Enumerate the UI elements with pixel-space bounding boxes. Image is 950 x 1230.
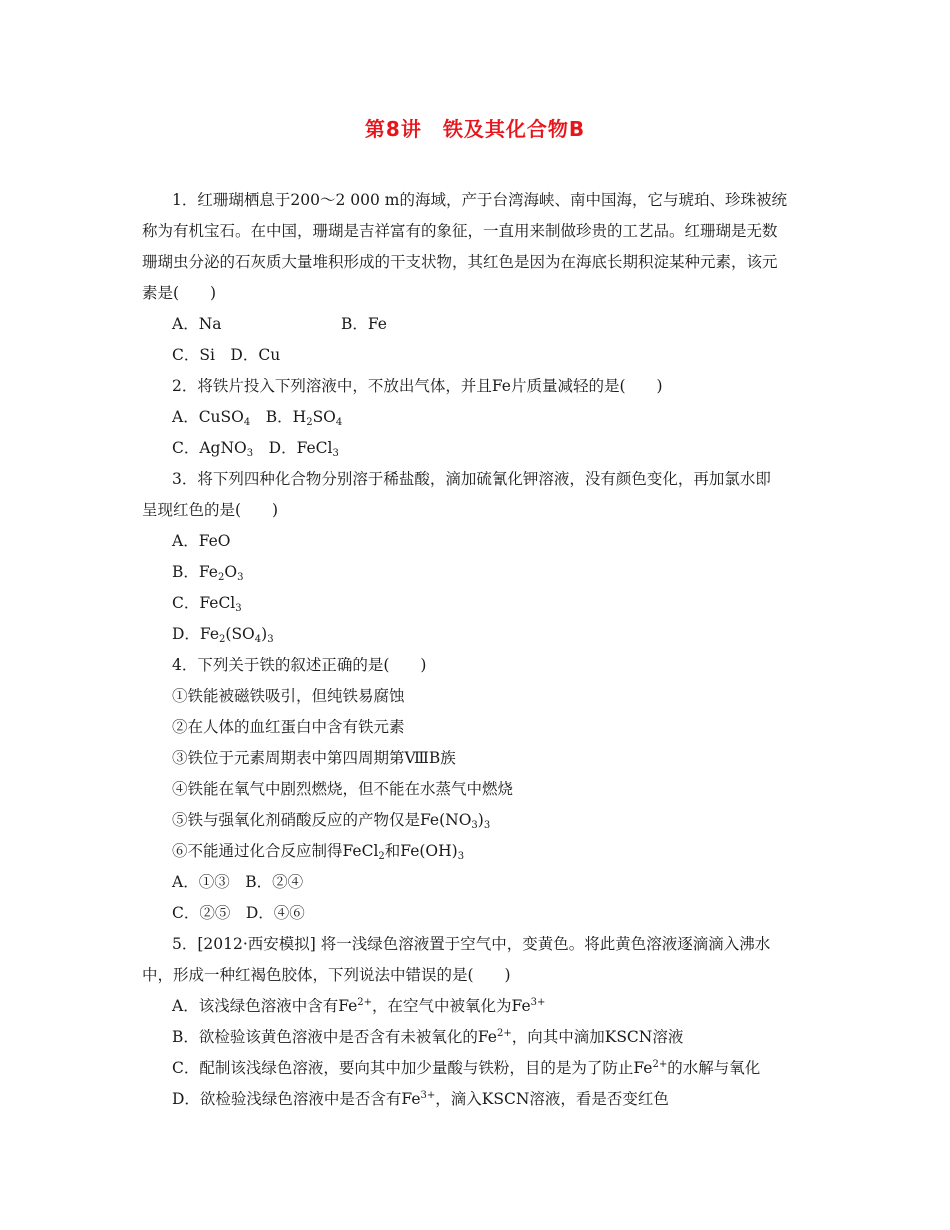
q5-stem-line-2: 中，形成一种红褐色胶体，下列说法中错误的是( ) bbox=[142, 966, 511, 984]
q2-option-a: A．CuSO bbox=[172, 408, 244, 426]
q1-stem-line-3: 珊瑚虫分泌的石灰质大量堆积形成的干支状物，其红色是因为在海底长期积淀某种元素，该元 bbox=[142, 253, 778, 271]
q4-statement-6-sub-2: 3 bbox=[457, 851, 465, 862]
q4-statement-5-sub-1: 3 bbox=[471, 820, 478, 831]
q3-option-b-sub-1: 2 bbox=[217, 572, 225, 583]
q4-options-a-b: A．①③ B．②④ bbox=[172, 873, 304, 891]
q2-options-a-b bbox=[172, 407, 852, 427]
q2-option-b-formula: SO bbox=[312, 408, 336, 426]
q5-stem-line-1: 5．[2012·西安模拟] 将一浅绿色溶液置于空气中，变黄色。将此黄色溶液逐滴滴入沸水 bbox=[172, 935, 771, 953]
q4-statement-5 bbox=[172, 810, 852, 830]
q5-option-d-sup: 3+ bbox=[420, 1090, 436, 1101]
q3-stem-line-2: 呈现红色的是( ) bbox=[142, 501, 279, 519]
q3-option-d-sub-2: 4 bbox=[254, 634, 262, 645]
q1-stem-line-2: 称为有机宝石。在中国，珊瑚是吉祥富有的象征，一直用来制做珍贵的工艺品。红珊瑚是无数 bbox=[142, 222, 778, 240]
q1-options-c-d: C．Si D．Cu bbox=[172, 346, 281, 364]
q4-statement-5-sub-2: 3 bbox=[483, 820, 491, 831]
page-title: 第8讲 铁及其化合物B bbox=[364, 117, 586, 141]
q4-statement-4: ④铁能在氧气中剧烈燃烧，但不能在水蒸气中燃烧 bbox=[172, 780, 514, 798]
q5-option-a-text-2: ，在空气中被氧化为Fe bbox=[372, 997, 531, 1015]
q2-stem: 2．将铁片投入下列溶液中，不放出气体，并且Fe片质量减轻的是( ) bbox=[172, 377, 663, 395]
q4-statement-5-text-2: ) bbox=[477, 811, 484, 829]
q5-option-b bbox=[172, 1027, 852, 1047]
q4-statement-6-sub-1: 2 bbox=[378, 851, 385, 862]
q1-option-a: A．Na bbox=[172, 315, 222, 333]
q3-option-b-sub-2: 3 bbox=[237, 572, 244, 583]
q3-option-c-text: C．FeCl bbox=[172, 594, 236, 612]
q4-statement-6 bbox=[172, 841, 852, 861]
q4-statement-1: ①铁能被磁铁吸引，但纯铁易腐蚀 bbox=[172, 687, 405, 705]
q3-stem-line-1: 3．将下列四种化合物分别溶于稀盐酸，滴加硫氰化钾溶液，没有颜色变化，再加氯水即 bbox=[172, 470, 771, 488]
q5-option-c bbox=[172, 1058, 852, 1078]
q3-option-c-sub: 3 bbox=[235, 603, 242, 614]
q5-option-b-text: B．欲检验该黄色溶液中是否含有未被氧化的Fe bbox=[172, 1028, 497, 1046]
q4-statement-3: ③铁位于元素周期表中第四周期第ⅧB族 bbox=[172, 749, 456, 767]
q2-option-b: B．H bbox=[265, 408, 307, 426]
q5-option-b-text-2: ，向其中滴加KSCN溶液 bbox=[511, 1028, 684, 1046]
q5-option-a-text: A．该浅绿色溶液中含有Fe bbox=[172, 997, 358, 1015]
q5-option-b-sup: 2+ bbox=[496, 1028, 512, 1039]
q2-option-c-subscript: 3 bbox=[246, 448, 254, 459]
q4-statement-6-text: ⑥不能通过化合反应制得FeCl bbox=[172, 842, 379, 860]
q3-option-d-text: D．Fe bbox=[172, 625, 220, 643]
q3-option-b-text-2: O bbox=[224, 563, 238, 581]
q3-option-d-text-2: (SO bbox=[225, 625, 255, 643]
q5-option-c-text: C．配制该浅绿色溶液，要向其中加少量酸与铁粉，目的是为了防止Fe bbox=[172, 1059, 653, 1077]
q5-option-c-sup: 2+ bbox=[652, 1059, 668, 1070]
q2-option-b-subscript-1: 2 bbox=[306, 417, 313, 428]
q5-option-a-sup-2: 3+ bbox=[530, 997, 546, 1008]
q2-option-b-subscript-2: 4 bbox=[335, 417, 343, 428]
q3-option-b bbox=[172, 562, 852, 582]
q1-option-b: B．Fe bbox=[341, 315, 387, 333]
q3-option-b-text: B．Fe bbox=[172, 563, 218, 581]
q5-option-d bbox=[172, 1089, 852, 1109]
q3-option-d-text-3: ) bbox=[261, 625, 268, 643]
q2-options-c-d bbox=[172, 438, 852, 458]
q4-options-c-d: C．②⑤ D．④⑥ bbox=[172, 904, 305, 922]
q3-option-d bbox=[172, 624, 852, 644]
q2-option-d: D．FeCl bbox=[268, 439, 333, 457]
q5-option-a bbox=[172, 996, 852, 1016]
q1-stem-line-1: 1．红珊瑚栖息于200～2 000 m的海域，产于台湾海峡、南中国海，它与琥珀、珍珠被统 bbox=[172, 191, 787, 209]
q4-statement-2: ②在人体的血红蛋白中含有铁元素 bbox=[172, 718, 405, 736]
q5-option-d-text-2: ，滴入KSCN溶液，看是否变红色 bbox=[435, 1090, 669, 1108]
q4-statement-5-text: ⑤铁与强氧化剂硝酸反应的产物仅是Fe(NO bbox=[172, 811, 472, 829]
q2-option-c: C．AgNO bbox=[172, 439, 247, 457]
q3-option-c bbox=[172, 593, 852, 613]
q3-option-d-sub-1: 2 bbox=[219, 634, 226, 645]
q4-statement-6-text-2: 和Fe(OH) bbox=[384, 842, 458, 860]
q4-stem: 4．下列关于铁的叙述正确的是( ) bbox=[172, 656, 427, 674]
q2-option-d-subscript: 3 bbox=[332, 448, 339, 459]
q5-option-c-text-2: 的水解与氧化 bbox=[667, 1059, 761, 1077]
q3-option-a: A．FeO bbox=[172, 532, 231, 550]
q3-option-d-sub-3: 3 bbox=[267, 634, 274, 645]
q5-option-d-text: D．欲检验浅绿色溶液中是否含有Fe bbox=[172, 1090, 421, 1108]
q2-option-a-subscript: 4 bbox=[243, 417, 251, 428]
q5-option-a-sup-1: 2+ bbox=[357, 997, 373, 1008]
q1-stem-line-4: 素是( ) bbox=[142, 284, 217, 302]
